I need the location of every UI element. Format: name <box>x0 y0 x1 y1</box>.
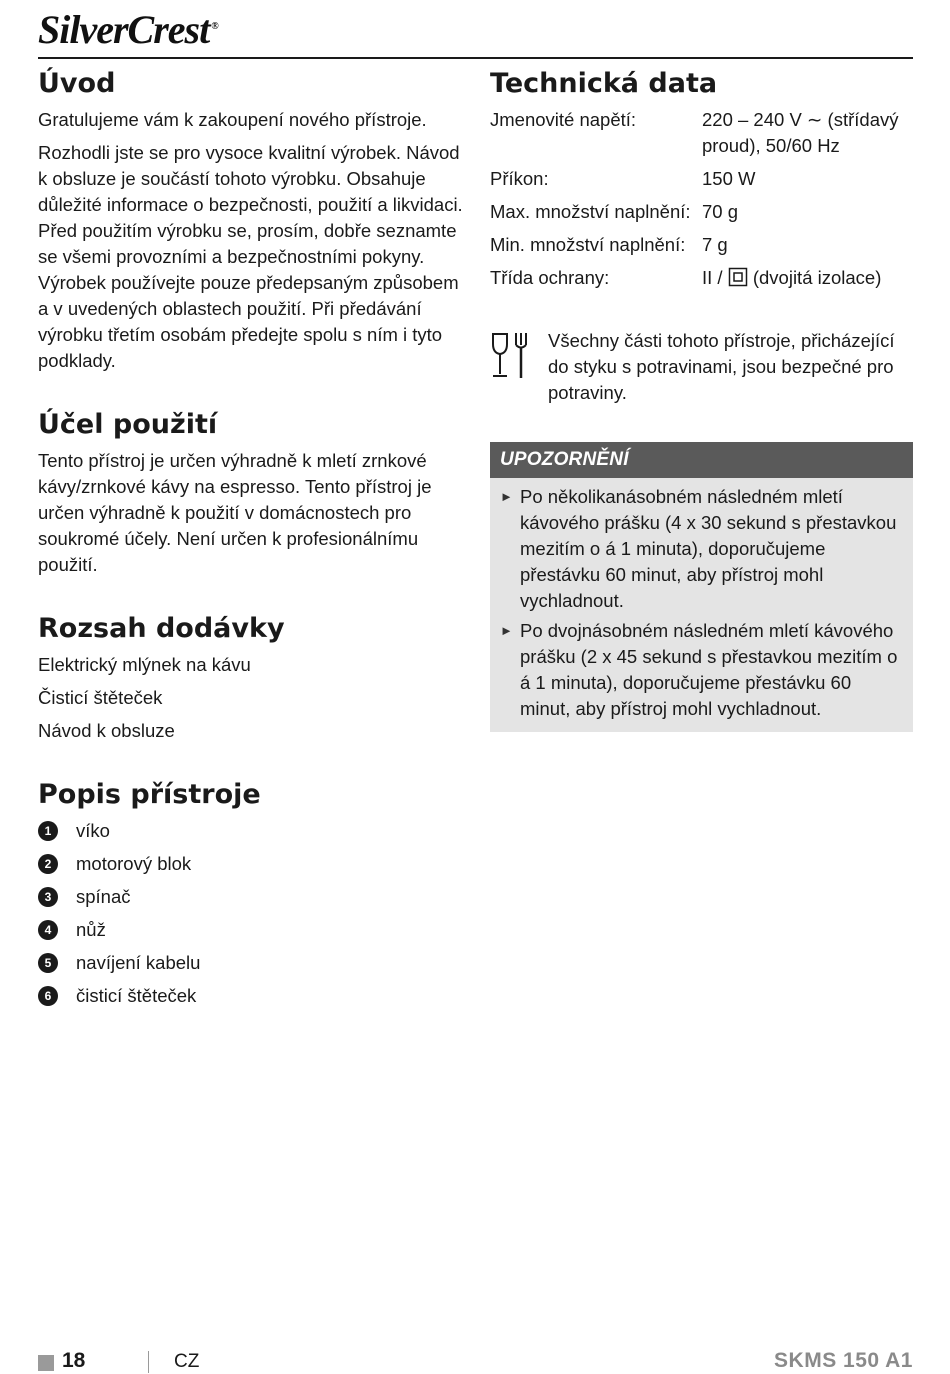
spec-row <box>490 107 913 166</box>
spec-value: 150 W <box>702 168 756 189</box>
intended-use-text: Tento přístroj je určen výhradně k mletí zrnkové kávy/zrnkové kávy na espresso. Tento přístroj je určen výhradně k použití v domácnostech pro soukromé účely. Není určen k profesionálnímu použití. <box>38 450 432 575</box>
intro-paragraph: Rozhodli jste se pro vysoce kvalitní výrobek. Návod k obsluze je součástí tohoto výrobku. Obsahuje důležité informace o bezpečnosti, použití a likvidaci. Před použitím výrobku se, prosím, dobře seznamte se všemi provozními a bezpečnostními pokyny. Výrobek používejte pouze předepsaným způsobem a v uvedených oblastech použití. Při předávání výrobku třetím osobám předejte spolu s ním i tyto podklady. <box>38 142 463 371</box>
delivery-item: Elektrický mlýnek na kávu <box>38 654 251 675</box>
warning-heading: UPOZORNĚNÍ <box>490 442 913 478</box>
spec-value: 220 – 240 V ∼ (střídavý proud), 50/60 Hz <box>702 109 899 156</box>
tech-heading: Technická data <box>490 68 718 99</box>
spec-value: 7 g <box>702 234 728 255</box>
warning-text: Po několikanásobném následném mletí kávového prášku (4 x 30 sekund s přestavkou mezitím o á 1 minuta), doporučujeme přestávku 60 minut, aby přístroj mohl vychladnout. <box>520 486 897 611</box>
part-number-badge: 5 <box>38 953 58 973</box>
part-label: navíjení kabelu <box>76 952 201 973</box>
bullet-arrow-icon: ► <box>500 623 513 638</box>
part-number-badge: 4 <box>38 920 58 940</box>
intended-use-section <box>38 407 463 578</box>
part-label: spínač <box>76 886 131 907</box>
part-label: víko <box>76 820 110 841</box>
delivery-item: Návod k obsluze <box>38 720 175 741</box>
left-column <box>38 66 463 1016</box>
spec-label: Max. množství naplnění: <box>490 201 691 222</box>
bullet-arrow-icon: ► <box>500 489 513 504</box>
description-heading: Popis přístroje <box>38 779 261 810</box>
spec-label: Třída ochrany: <box>490 267 610 288</box>
part-label: motorový blok <box>76 853 192 874</box>
part-item <box>38 950 463 976</box>
spec-label: Jmenovité napětí: <box>490 109 637 130</box>
warning-text: Po dvojnásobném následném mletí kávového prášku (2 x 45 sekund s přestavkou mezitím o á 1 minuta), doporučujeme přestávku 60 minut, aby přístroj mohl vychladnout. <box>520 620 898 719</box>
brand-logo <box>38 6 218 53</box>
page-footer <box>38 1346 913 1374</box>
food-safe-note <box>490 328 913 406</box>
warning-box <box>490 442 913 732</box>
double-insulation-icon <box>728 267 748 287</box>
food-safe-text: Všechny části tohoto přístroje, přicházející do styku s potravinami, jsou bezpečné pro potraviny. <box>548 330 895 403</box>
part-item <box>38 884 463 910</box>
part-number-badge: 3 <box>38 887 58 907</box>
delivery-heading: Rozsah dodávky <box>38 613 285 644</box>
specs-table <box>490 107 913 298</box>
tech-section <box>490 66 913 298</box>
part-number-badge: 6 <box>38 986 58 1006</box>
part-number-badge: 1 <box>38 821 58 841</box>
right-column <box>490 66 913 732</box>
part-item <box>38 818 463 844</box>
part-item <box>38 851 463 877</box>
part-item <box>38 983 463 1009</box>
model-number: SKMS 150 A1 <box>774 1349 913 1372</box>
intro-section <box>38 66 463 374</box>
delivery-section <box>38 611 463 744</box>
brand-logo-text: SilverCrest <box>38 7 210 52</box>
parts-list <box>38 818 463 1009</box>
part-item <box>38 917 463 943</box>
spec-row <box>490 232 913 265</box>
part-label: čisticí štěteček <box>76 985 197 1006</box>
spec-label: Min. množství naplnění: <box>490 234 686 255</box>
spec-row <box>490 166 913 199</box>
warning-item <box>500 618 901 722</box>
page-number: 18 <box>62 1349 86 1372</box>
spec-value-suffix: (dvojitá izolace) <box>747 267 882 288</box>
footer-divider <box>148 1351 149 1373</box>
part-label: nůž <box>76 919 106 940</box>
spec-value <box>702 265 913 298</box>
spec-label: Příkon: <box>490 168 549 189</box>
spec-row <box>490 199 913 232</box>
spec-value-prefix: II / <box>702 267 728 288</box>
warning-body <box>490 478 913 732</box>
header-divider <box>38 57 913 59</box>
part-number-badge: 2 <box>38 854 58 874</box>
registered-mark: ® <box>211 20 218 32</box>
description-section <box>38 777 463 1009</box>
intended-use-heading: Účel použití <box>38 409 218 440</box>
delivery-item: Čisticí štěteček <box>38 687 163 708</box>
spec-row <box>490 265 913 298</box>
intro-heading: Úvod <box>38 68 116 99</box>
intro-paragraph: Gratulujeme vám k zakoupení nového přístroje. <box>38 109 427 130</box>
spec-value: 70 g <box>702 201 739 222</box>
footer-square-icon <box>38 1355 54 1371</box>
language-code: CZ <box>174 1351 200 1372</box>
food-safe-icon <box>490 330 536 382</box>
warning-item <box>500 484 901 614</box>
